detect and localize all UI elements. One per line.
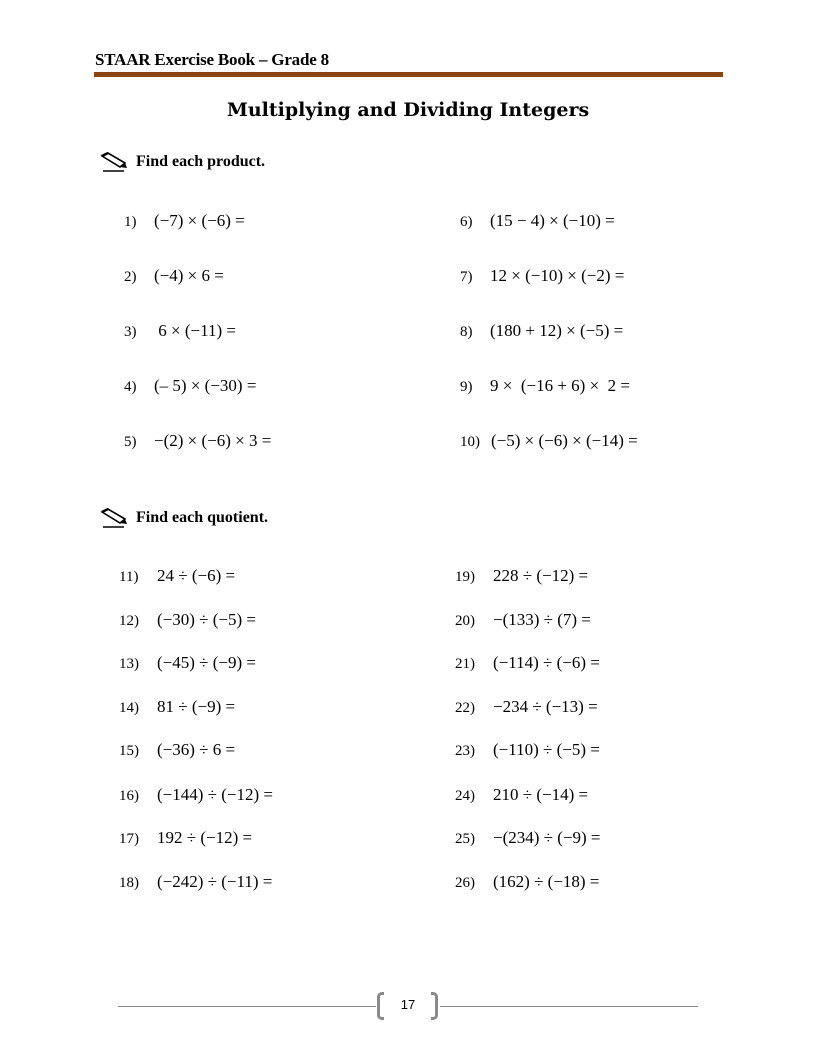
problem-expression: (180 + 12) × (−5) = <box>490 321 624 340</box>
problem-1 <box>124 211 245 231</box>
problem-expression: 6 × (−11) = <box>154 321 236 340</box>
problem-19 <box>455 566 588 586</box>
problem-expression: −(2) × (−6) × 3 = <box>154 431 272 450</box>
problem-number: 23) <box>455 743 475 759</box>
section-heading-products <box>100 150 265 174</box>
header-rule <box>94 72 723 77</box>
problem-9 <box>460 376 630 396</box>
problem-number: 24) <box>455 788 475 804</box>
problem-number: 6) <box>460 214 473 230</box>
problem-expression: (−242) ÷ (−11) = <box>157 872 273 891</box>
problem-number: 9) <box>460 379 473 395</box>
problem-number: 3) <box>124 324 137 340</box>
problem-24 <box>455 785 588 805</box>
footer-line-left <box>118 1006 376 1007</box>
problem-expression: (162) ÷ (−18) = <box>493 872 600 891</box>
problem-expression: (−4) × 6 = <box>154 266 224 285</box>
problem-number: 17) <box>119 831 139 847</box>
section-heading-text: Find each quotient. <box>136 509 269 526</box>
problem-8 <box>460 321 623 341</box>
problem-expression: (– 5) × (−30) = <box>154 376 257 395</box>
problem-number: 18) <box>119 875 139 891</box>
problem-14 <box>119 697 235 717</box>
problem-18 <box>119 872 272 892</box>
pencil-writing-icon <box>100 506 130 530</box>
problem-2 <box>124 266 224 286</box>
problem-number: 10) <box>460 434 480 450</box>
problem-number: 2) <box>124 269 137 285</box>
problem-expression: (−36) ÷ 6 = <box>157 740 236 759</box>
problem-23 <box>455 740 600 760</box>
page-title: Multiplying and Dividing Integers <box>226 99 590 121</box>
problem-number: 22) <box>455 700 475 716</box>
problem-22 <box>455 697 598 717</box>
section-heading-quotients <box>100 506 268 530</box>
problem-expression: (−5) × (−6) × (−14) = <box>491 431 638 450</box>
header-title: STAAR Exercise Book – Grade 8 <box>95 50 329 69</box>
footer-line-right <box>440 1006 698 1007</box>
problem-number: 26) <box>455 875 475 891</box>
problem-expression: −(133) ÷ (7) = <box>493 610 591 629</box>
problem-number: 11) <box>119 569 139 585</box>
problem-17 <box>119 828 252 848</box>
problem-expression: (−110) ÷ (−5) = <box>493 740 600 759</box>
problem-expression: 81 ÷ (−9) = <box>157 697 236 716</box>
problem-expression: (−45) ÷ (−9) = <box>157 653 256 672</box>
page-number: 17 <box>400 997 416 1012</box>
problem-number: 13) <box>119 656 139 672</box>
problem-expression: (15 − 4) × (−10) = <box>490 211 615 230</box>
problem-number: 21) <box>455 656 475 672</box>
footer-bracket-right <box>431 992 438 1020</box>
problem-expression: 192 ÷ (−12) = <box>157 828 253 847</box>
problem-25 <box>455 828 601 848</box>
problem-26 <box>455 872 599 892</box>
problem-number: 15) <box>119 743 139 759</box>
section-heading-text: Find each product. <box>136 153 266 170</box>
problem-expression: (−114) ÷ (−6) = <box>493 653 600 672</box>
problem-number: 4) <box>124 379 137 395</box>
problem-number: 1) <box>124 214 137 230</box>
problem-expression: −(234) ÷ (−9) = <box>493 828 601 847</box>
problem-21 <box>455 653 600 673</box>
problem-10 <box>460 431 638 451</box>
problem-4 <box>124 376 256 396</box>
problem-number: 8) <box>460 324 473 340</box>
problem-expression: 24 ÷ (−6) = <box>157 566 236 585</box>
problem-expression: (−144) ÷ (−12) = <box>157 785 273 804</box>
problem-13 <box>119 653 256 673</box>
problem-number: 19) <box>455 569 475 585</box>
problem-3 <box>124 321 236 341</box>
footer-bracket-left <box>377 992 384 1020</box>
problem-16 <box>119 785 273 805</box>
problem-expression: 228 ÷ (−12) = <box>493 566 589 585</box>
problem-5 <box>124 431 271 451</box>
problem-number: 7) <box>460 269 473 285</box>
problem-expression: 210 ÷ (−14) = <box>493 785 589 804</box>
problem-number: 14) <box>119 700 139 716</box>
problem-6 <box>460 211 615 231</box>
problem-7 <box>460 266 624 286</box>
problem-11 <box>119 566 235 586</box>
problem-12 <box>119 610 256 630</box>
pencil-writing-icon <box>100 150 130 174</box>
problem-expression: (−7) × (−6) = <box>154 211 245 230</box>
problem-number: 20) <box>455 613 475 629</box>
problem-number: 12) <box>119 613 139 629</box>
problem-expression: 9 × (−16 + 6) × 2 = <box>490 376 631 395</box>
problem-expression: 12 × (−10) × (−2) = <box>490 266 625 285</box>
problem-number: 25) <box>455 831 475 847</box>
problem-number: 5) <box>124 434 137 450</box>
problem-15 <box>119 740 235 760</box>
problem-expression: −234 ÷ (−13) = <box>493 697 598 716</box>
problem-number: 16) <box>119 788 139 804</box>
problem-20 <box>455 610 591 630</box>
problem-expression: (−30) ÷ (−5) = <box>157 610 256 629</box>
